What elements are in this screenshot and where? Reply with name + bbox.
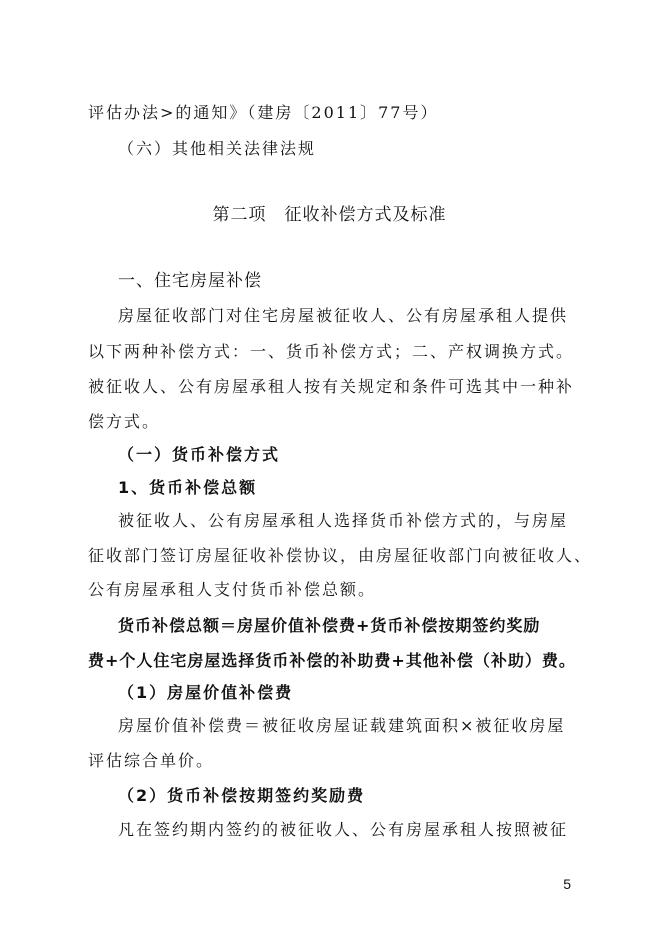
paragraph-line: 被征收人、公有房屋承租人按有关规定和条件可选其中一种补	[88, 377, 575, 396]
item-heading: （2）货币补偿按期签约奖励费	[118, 786, 366, 805]
paragraph-line: 被征收人、公有房屋承租人选择货币补偿方式的，与房屋	[118, 511, 569, 530]
paragraph-line: 房屋征收部门对住宅房屋被征收人、公有房屋承租人提供	[118, 306, 569, 325]
formula-line: 货币补偿总额＝房屋价值补偿费+货币补偿按期签约奖励	[118, 616, 541, 635]
section-title: 第二项 征收补偿方式及标准	[212, 205, 447, 225]
paragraph-line: 房屋价值补偿费＝被征收房屋证载建筑面积×被征收房屋	[118, 716, 566, 735]
page-number: 5	[563, 876, 571, 892]
item-heading: 1、货币补偿总额	[118, 478, 258, 497]
subsection-heading: （一）货币补偿方式	[118, 445, 281, 464]
reference-line: 评估办法>的通知》（建房〔2011〕77号）	[88, 103, 439, 122]
paragraph-line: 评估综合单价。	[88, 751, 215, 770]
section-heading: 一、住宅房屋补偿	[118, 271, 262, 291]
paragraph-line: 偿方式。	[88, 412, 161, 431]
paragraph-line: 以下两种补偿方式：一、货币补偿方式；二、产权调换方式。	[88, 342, 575, 361]
paragraph-line: 征收部门签订房屋征收补偿协议，由房屋征收部门向被征收人、	[88, 546, 593, 565]
item-heading: （1）房屋价值补偿费	[118, 683, 294, 702]
list-item: （六）其他相关法律法规	[118, 139, 317, 158]
paragraph-line: 凡在签约期内签约的被征收人、公有房屋承租人按照被征	[118, 820, 569, 839]
formula-line: 费+个人住宅房屋选择货币补偿的补助费+其他补偿（补助）费。	[88, 651, 576, 670]
paragraph-line: 公有房屋承租人支付货币补偿总额。	[88, 580, 377, 599]
